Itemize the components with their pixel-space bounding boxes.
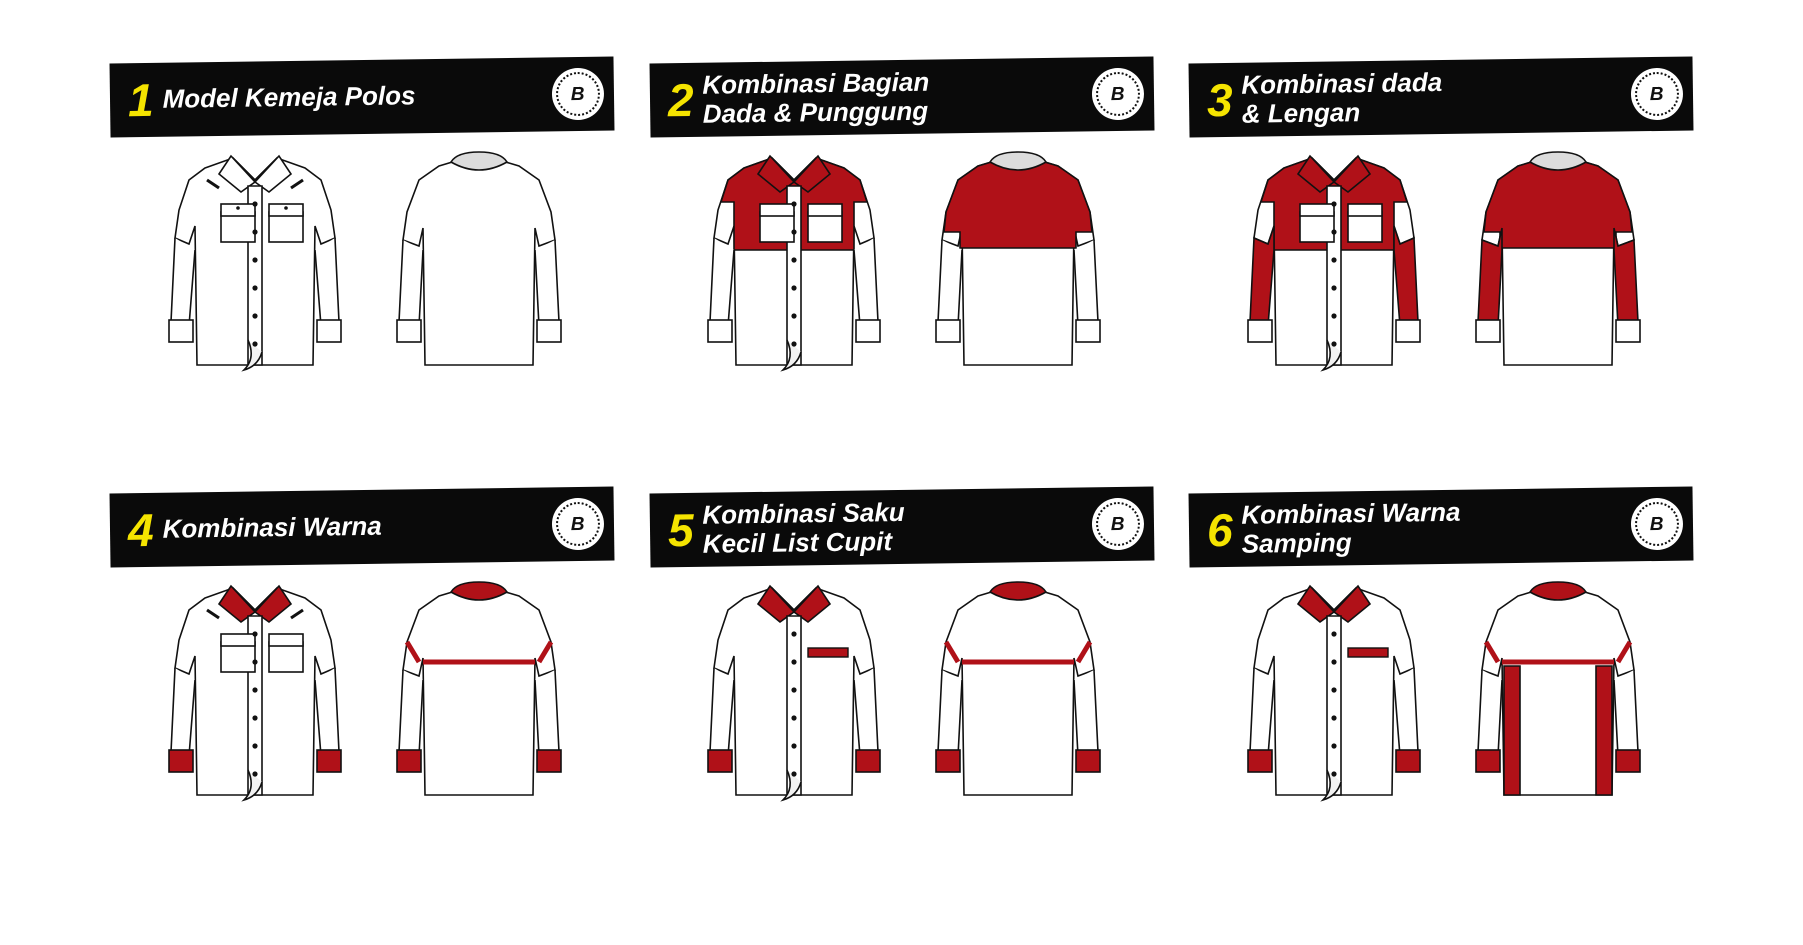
panel-5-shirt-back <box>918 570 1118 820</box>
panel-6-shirt-front <box>1224 570 1444 820</box>
panel-4-shirt-front <box>145 570 365 820</box>
panel-2 <box>650 60 1154 476</box>
panel-4-illustrations <box>110 564 614 906</box>
brand-logo-icon <box>551 497 604 550</box>
panel-6-shirt-back <box>1458 570 1658 820</box>
panel-2-title: Kombinasi Bagian Dada & Punggung <box>701 66 930 129</box>
brand-logo-icon <box>1091 68 1144 121</box>
brand-logo-icon <box>551 68 604 121</box>
brand-logo-mark: B <box>570 83 585 105</box>
panel-4-shirt-back <box>379 570 579 820</box>
brand-logo-icon <box>1631 68 1684 121</box>
brand-logo-mark: B <box>570 512 585 535</box>
panel-1-shirt-front <box>145 140 365 390</box>
panel-1-shirt-back <box>379 140 579 390</box>
panel-5-shirt-front <box>684 570 904 820</box>
brand-logo-icon <box>1091 497 1144 550</box>
panel-1-illustrations <box>110 134 614 476</box>
panel-1-banner <box>110 56 615 137</box>
panel-3-title: Kombinasi dada & Lengan <box>1241 66 1443 129</box>
panel-2-illustrations <box>650 134 1154 476</box>
panel-grid <box>110 60 1693 905</box>
panel-5-number: 5 <box>667 503 693 556</box>
panel-2-number: 2 <box>667 73 693 127</box>
panel-4-title: Kombinasi Warna <box>162 510 382 544</box>
panel-3-illustrations <box>1189 134 1693 476</box>
panel-5-banner <box>649 486 1154 567</box>
panel-2-shirt-back <box>918 140 1118 390</box>
panel-3-shirt-back <box>1458 140 1658 390</box>
panel-3-number: 3 <box>1206 73 1233 127</box>
panel-2-shirt-front <box>684 140 904 390</box>
panel-3-banner <box>1189 56 1694 137</box>
brand-logo-icon <box>1631 497 1684 550</box>
panel-1-title: Model Kemeja Polos <box>162 80 416 115</box>
brand-logo-mark: B <box>1110 83 1125 105</box>
panel-6-banner <box>1189 486 1694 567</box>
panel-2-banner <box>649 56 1154 137</box>
brand-logo-mark: B <box>1649 512 1664 535</box>
panel-6 <box>1189 490 1693 906</box>
panel-3 <box>1189 60 1693 476</box>
panel-6-illustrations <box>1189 564 1693 906</box>
panel-1 <box>110 60 614 476</box>
panel-5-illustrations <box>650 564 1154 906</box>
panel-6-title: Kombinasi Warna Samping <box>1241 496 1462 559</box>
panel-3-shirt-front <box>1224 140 1444 390</box>
panel-4-number: 4 <box>127 503 153 556</box>
panel-4-banner <box>110 486 615 567</box>
panel-4 <box>110 490 614 906</box>
panel-6-number: 6 <box>1206 503 1233 556</box>
panel-5 <box>650 490 1154 906</box>
brand-logo-mark: B <box>1110 512 1125 535</box>
panel-5-title: Kombinasi Saku Kecil List Cupit <box>701 496 905 559</box>
brand-logo-mark: B <box>1649 83 1664 105</box>
panel-1-number: 1 <box>127 73 153 127</box>
